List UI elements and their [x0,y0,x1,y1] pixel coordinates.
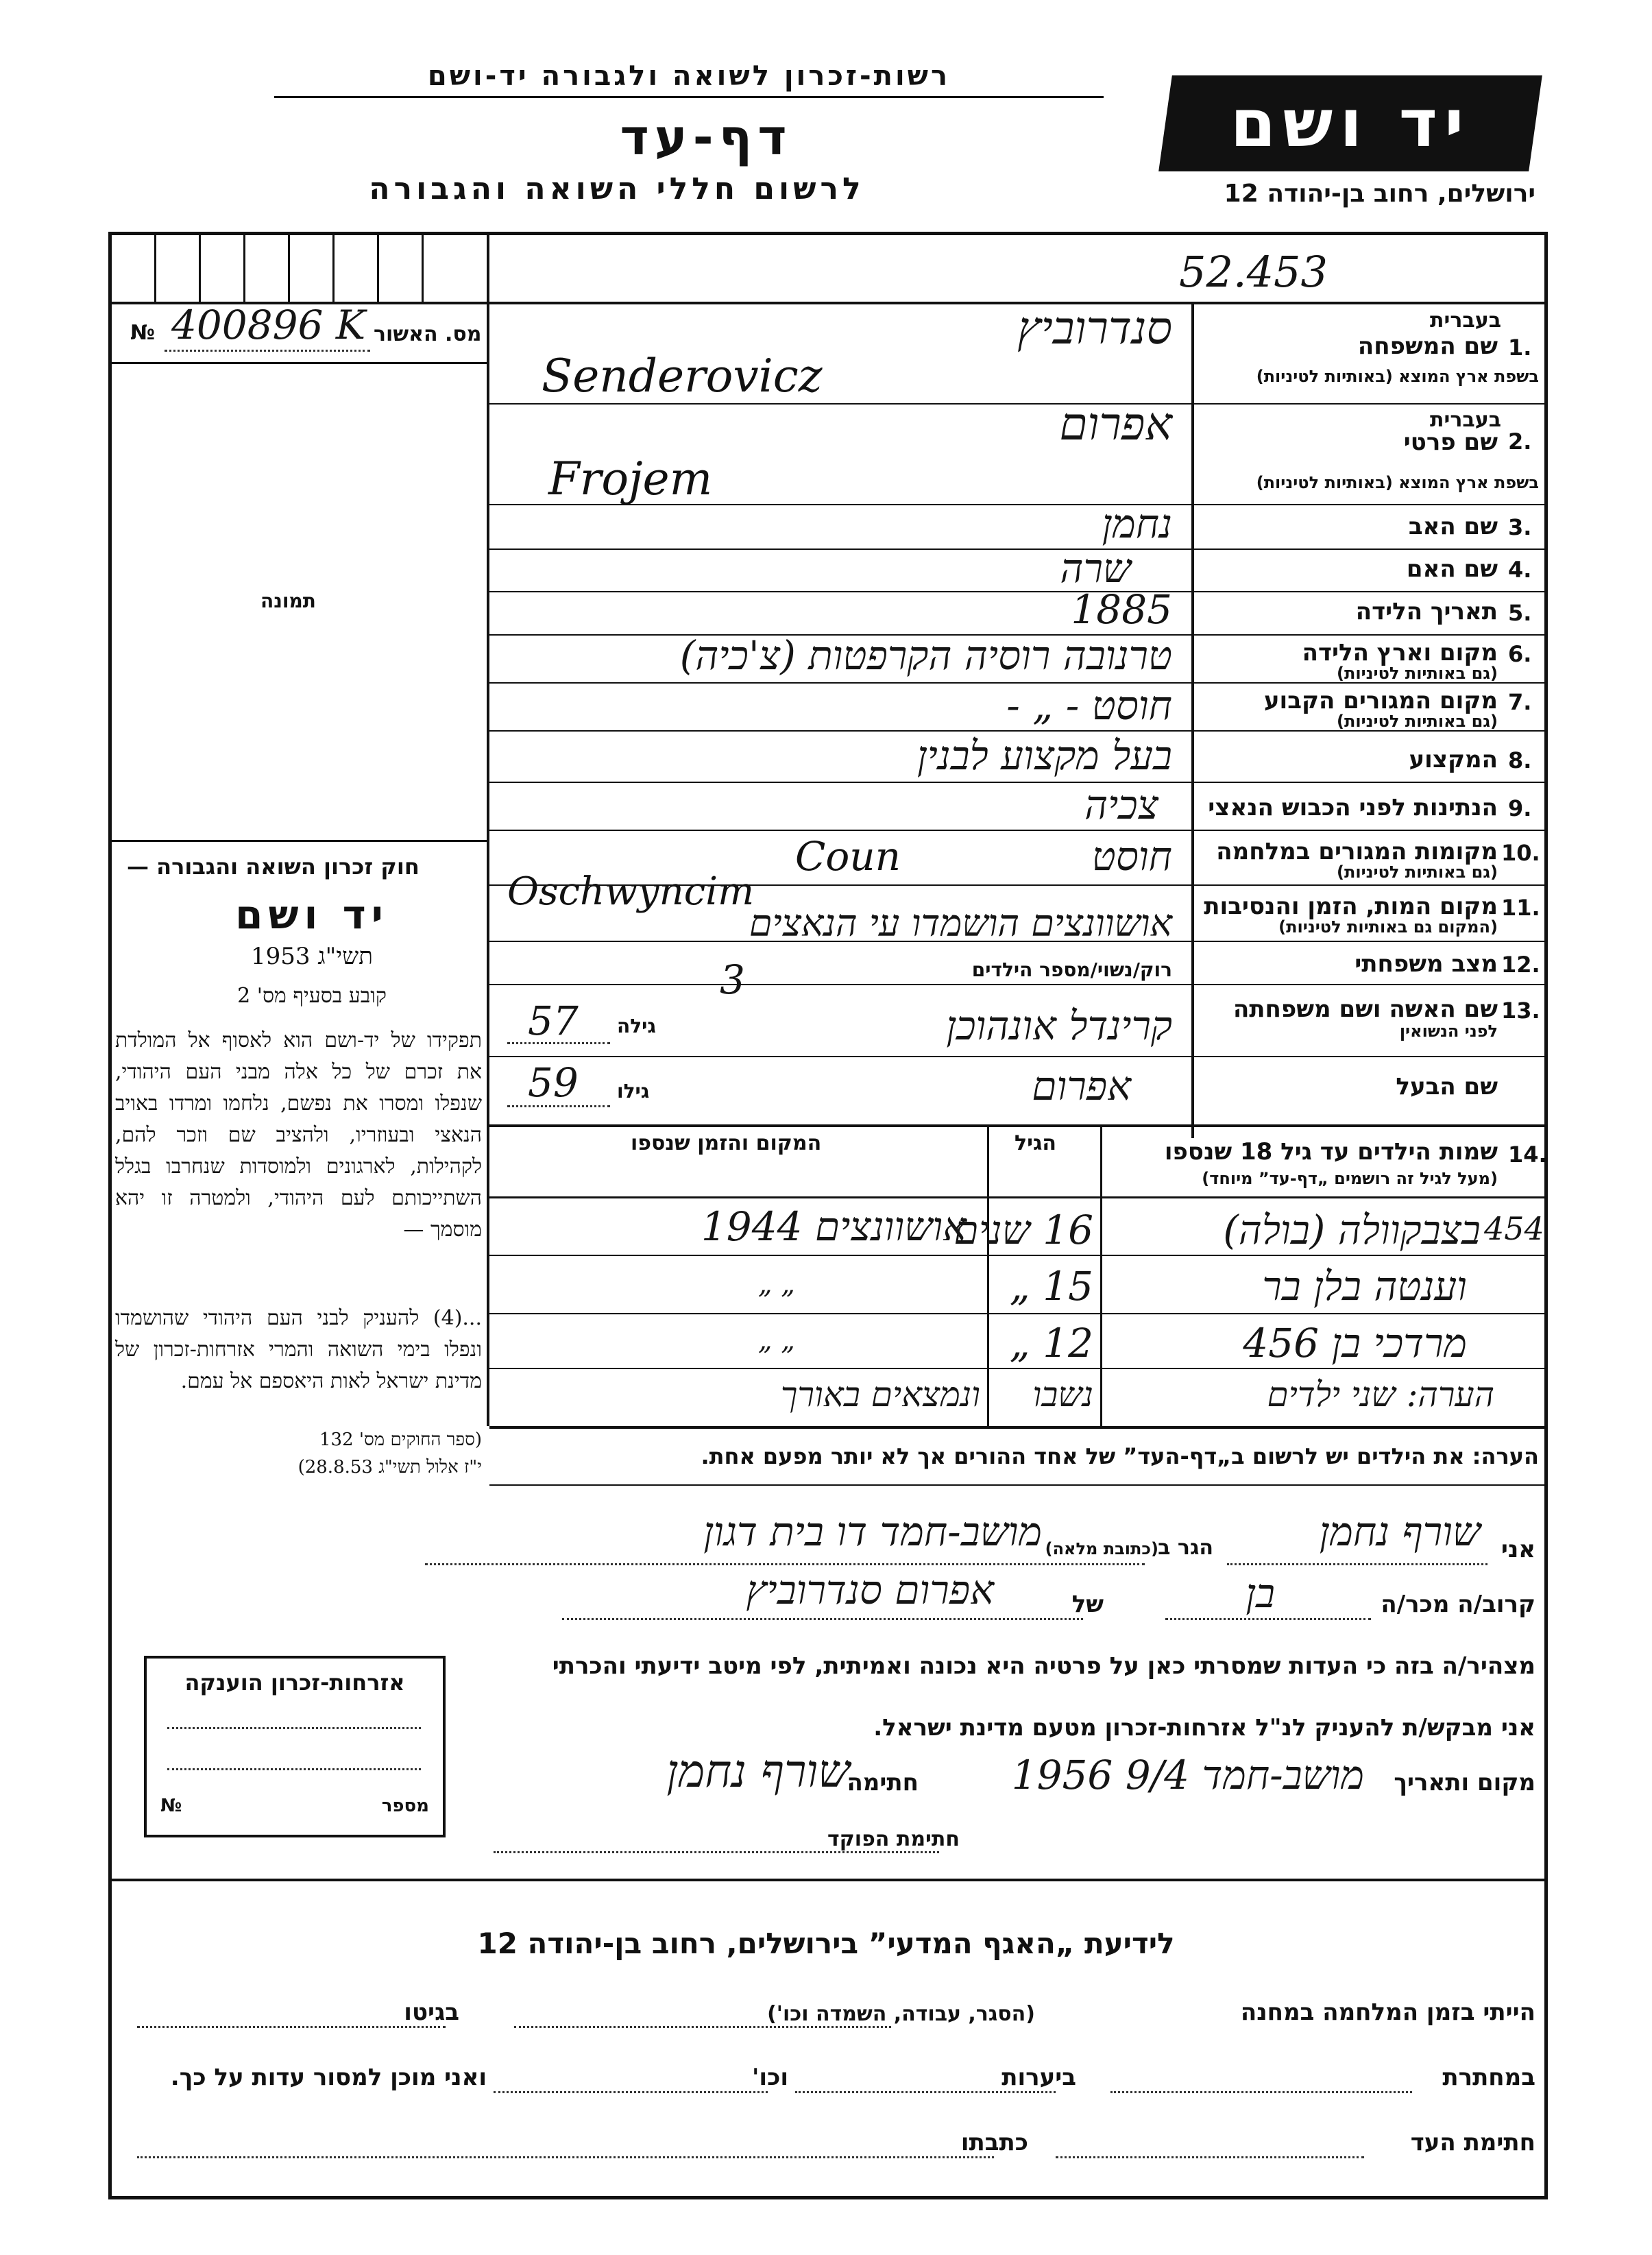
field-label-husband: שם הבעל [1396,1073,1498,1100]
field-label-wife: שם האשה ושם משפחתה [1232,996,1498,1023]
file-number: 52.453 [1179,247,1328,297]
value-wife-age: 57 [528,998,579,1044]
value-first-name-hebrew: אפרום [1059,398,1172,450]
decl-relative-value: בן [1246,1570,1275,1617]
value-wife: קרינדל אונהוכן [946,1002,1172,1049]
children-header: שמות הילדים עד גיל 18 שנספו [1164,1138,1498,1166]
law-text: תפקידו של יד-ושם הוא לאסוף אל המולדת את זכרם של כל אלה מבני העם היהודי, שנפלו ומסרו את נפשם, נלחמו ומרדו באויב הנאצי ובעוזריו, ולהציב שם וזכר להם, לקהילות, לארגונים ולמוסדות שנחרבו בגלל השתייכותם לעם היהודי, ולמטרה זו יהא מוסמך — [115,1028,482,1242]
value-surname-hebrew: סנדרוביץ [1017,302,1172,354]
value-death: אושוונצים הושמדו עי הנאצים [749,902,1172,945]
reg-no-symbol: № [130,321,156,345]
field-label-first-name: שם פרטי [1403,429,1498,456]
value-husband-age: 59 [528,1059,579,1106]
child-note: הערה: שני ילדים [1267,1375,1494,1414]
decl-place-date-value: מושב-חמד 9/4 1956 [1011,1752,1364,1798]
value-profession: בעל מקצוע לבנין [916,732,1172,779]
field-label-surname: שם המשפחה [1357,333,1498,360]
law-name: יד ושם [235,891,389,938]
reg-label: מס. האשור [374,322,482,346]
child-note-place: ונמצאים באורך [780,1375,980,1414]
form-title: דף-עד [620,108,792,166]
child-1-place: אושוונצים 1944 [701,1203,967,1250]
child-2-place: „ „ [757,1268,795,1300]
value-marital-children: 3 [720,956,745,1003]
field-label-profession: המקצוע [1409,746,1498,773]
child-1-name: בצבקוולה (בולה) [1223,1207,1481,1253]
value-first-name-latin: Frojem [548,453,713,505]
law-source-2: י"ז אלול תשי"ג 28.8.53) [297,1457,482,1478]
value-wartime-residence: חוסט [1091,833,1172,880]
law-clause: קובע בסעיף מס' 2 [237,984,387,1008]
value-death-latin: Oschwyncim [507,869,755,914]
address: ירושלים, רחוב בן-יהודה 12 [1224,180,1535,208]
decl-i-label: אני [1501,1536,1535,1563]
value-father: נחמן [1102,501,1172,547]
value-husband: אפרום [1032,1063,1131,1109]
value-birthplace: טרנובה רוסיה הקרפטות (צ'כיה) [679,632,1172,679]
field-label-nationality: הנתינות לפני הכבוש הנאצי [1208,794,1498,821]
field-label-mother: שם האם [1406,555,1498,583]
children-col-age: הגיל [1015,1131,1056,1155]
org-underline [274,96,1104,98]
value-surname-latin: Senderovicz [542,350,823,402]
decl-signature: שורף נחמן [666,1745,850,1798]
child-1-extra: 454 [1484,1210,1544,1247]
child-1-age: 16 שנים [953,1207,1093,1253]
decl-place-date-label: מקום ותאריך [1394,1769,1535,1796]
field-label-birthdate: תאריך הלידה [1355,598,1498,625]
law-title: חוק זכרון השואה והגבורה — [127,854,420,880]
children-col-place: המקום והזמן שנספו [631,1131,822,1155]
field-label-father: שם האב [1408,513,1498,540]
decl-clerk-label: חתימת הפוקד [827,1827,960,1851]
child-note-age: נשבו [1032,1375,1093,1414]
value-birthdate: 1885 [1071,586,1172,633]
left-col-divider [487,233,489,1124]
label-col-divider [1191,302,1194,1138]
decl-residence: מושב-חמד דו בית דגון [703,1508,1042,1555]
field-label-wartime-residence: מקומות המגורים במלחמה [1216,838,1498,865]
field-label-marital: מצב משפחתי [1355,950,1498,978]
decl-of-value: אפרום סנדרוביץ [746,1567,994,1613]
law-source: (ספר החוקים מס' 132 [319,1430,482,1450]
field-label-death: מקום המות, הזמן והנסיבות [1204,893,1498,920]
value-residence: חוסט - „ - [1006,682,1172,729]
org-line: רשות-זכרון לשואה ולגבורה יד-ושם [427,60,951,92]
child-3-name: מרדכי בן 456 [1243,1320,1467,1366]
field-label-residence: מקום המגורים הקבוע [1263,687,1498,714]
yad-vashem-logo [1158,75,1542,171]
field-label-birthplace: מקום וארץ הלידה [1302,639,1498,666]
child-3-place: „ „ [757,1325,795,1356]
children-note: הערה: את הילדים יש לרשום ב„דף-העד” של אחד ההורים אך לא יותר מפעם אחת. [701,1443,1539,1469]
decl-statement: מצהיר/ה בזה כי העדות שמסרתי כאן על פרטיה היא נכונה ואמיתית, לפי מיטב ידיעתי והכרתי [552,1652,1535,1680]
law-text-2: ...(4) להעניק לבני העם היהודי שהושמדו ונפלו בימי השואה והמרי אזרחות-זכרון של מדינת ישראל לאות היאספם אל עמם. [115,1306,482,1393]
decl-relative-label: קרוב/ה מכר/ה [1381,1591,1535,1618]
footer-divider [110,1879,1546,1881]
reg-number: 400896 K [171,302,366,348]
child-2-name: וענטה בלן בר [1262,1263,1467,1310]
child-3-age: 12 „ [1009,1320,1093,1366]
law-year: תשי"ג 1953 [251,943,373,970]
footer-title: לידיעת „האגף המדעי” בירושלים, רחוב בן-יהודה 12 [477,1927,1175,1960]
value-mother: שרה [1060,545,1131,592]
value-nationality: צכיה [1084,782,1158,828]
logo-text: יד ושם [1230,85,1471,162]
form-subtitle: לרשום חללי השואה והגבורה [369,171,865,206]
citizenship-box: אזרחות-זכרון הוענקה № מספר [144,1656,446,1837]
value-wartime-residence-latin: Coun [795,833,901,880]
decl-i-value: שורף נחמן [1319,1508,1481,1555]
children-table-left [487,1124,489,1426]
photo-label: תמונה [260,590,316,612]
decl-request: אני מבקש/ת להעניק לנ"ל אזרחות-זכרון מטעם מדינת ישראל. [873,1714,1535,1741]
child-2-age: 15 „ [1009,1263,1093,1310]
